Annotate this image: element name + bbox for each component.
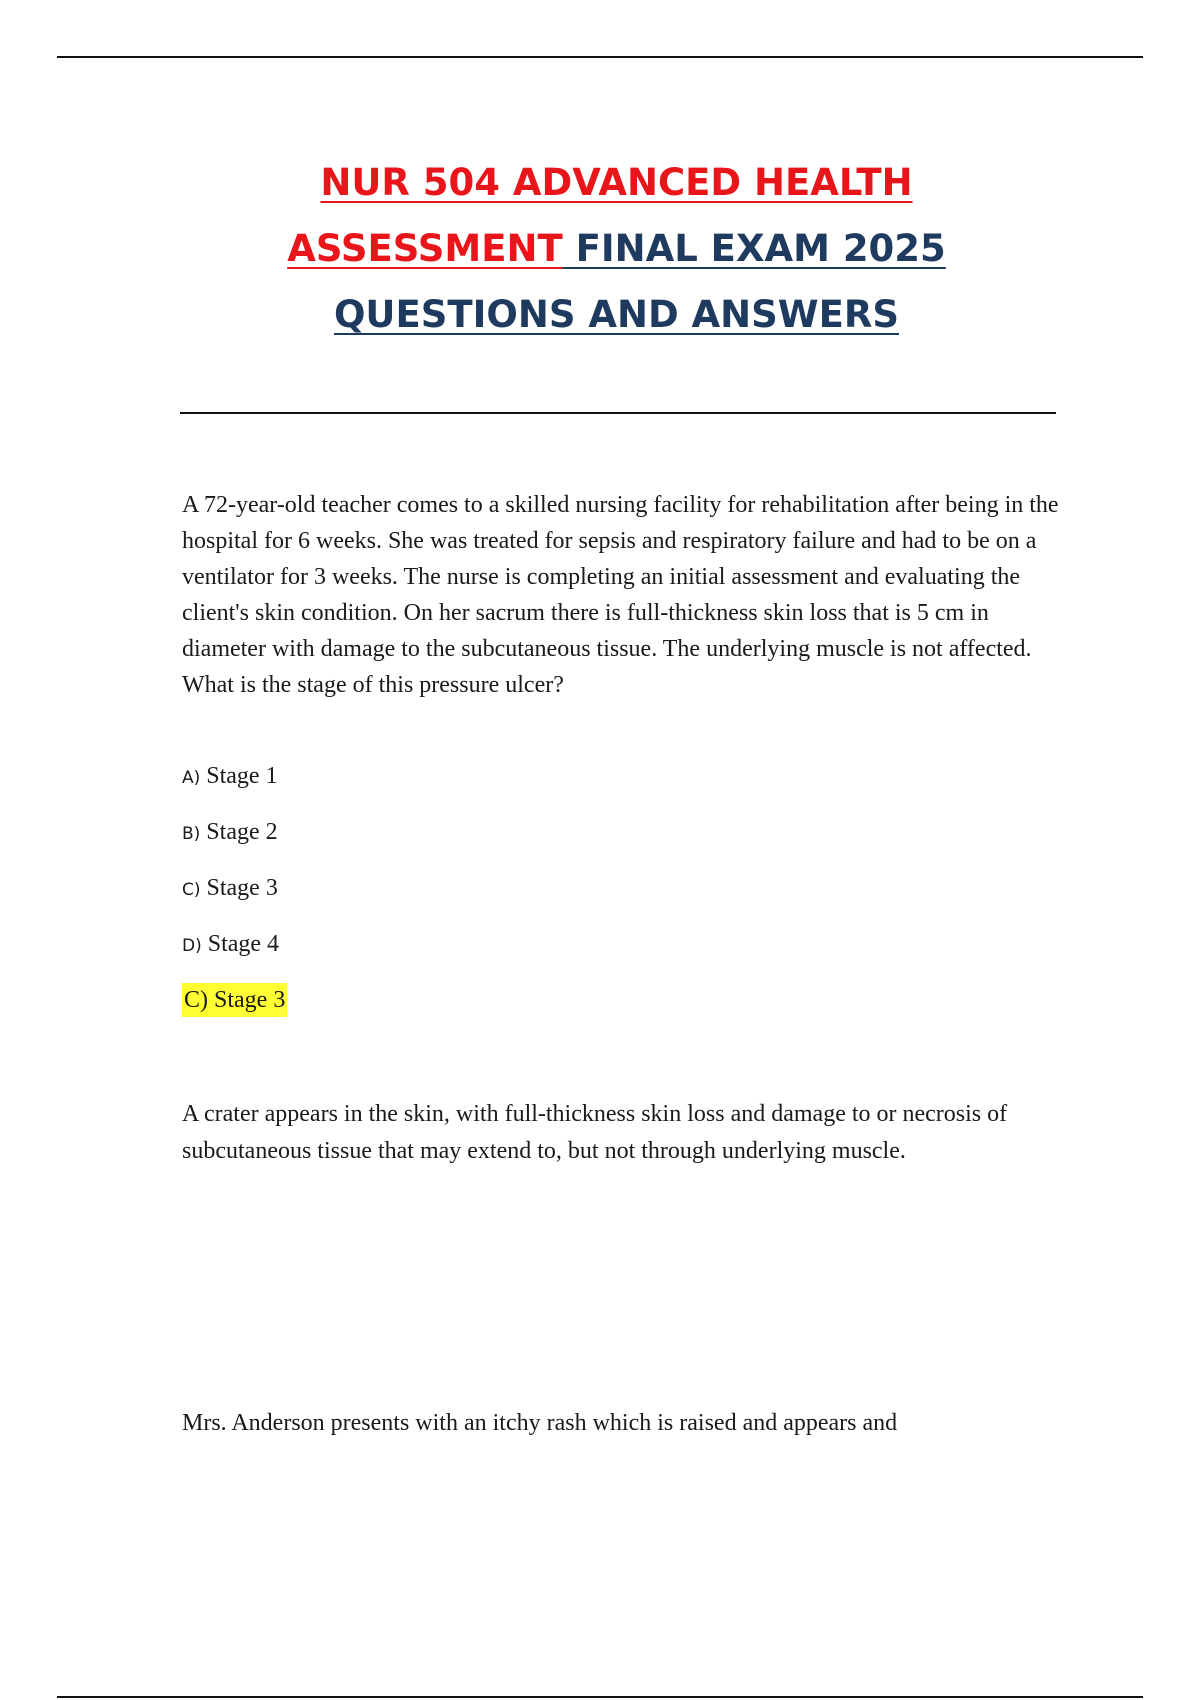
title-line-2-gap (563, 227, 576, 270)
option-b-text: Stage 2 (206, 819, 278, 845)
question-1-answer: C) Stage 3 (182, 983, 287, 1017)
document-title (150, 150, 1083, 348)
title-line-2 (150, 216, 1083, 282)
top-rule (57, 56, 1143, 58)
option-d-text: Stage 4 (207, 931, 280, 957)
option-d (182, 926, 682, 982)
question-1-rationale: A crater appears in the skin, with full-thickness skin loss and damage to or necrosis of subcutaneous tissue that may extend to, but not through underlying muscle. (182, 1101, 1008, 1164)
option-c (182, 870, 682, 926)
option-d-letter: D) (182, 936, 202, 956)
title-line-2-red-text: ASSESSMENT (287, 227, 563, 270)
option-a-letter: A) (182, 768, 201, 788)
bottom-rule (57, 1696, 1143, 1698)
section-divider (180, 412, 1056, 414)
option-c-text: Stage 3 (206, 875, 278, 901)
title-line-2-navy-text: FINAL EXAM 2025 (575, 227, 946, 270)
question-2-text: Mrs. Anderson presents with an itchy rash which is raised and appears and (182, 1410, 898, 1436)
option-c-letter: C) (182, 880, 201, 900)
option-a-text: Stage 1 (206, 763, 278, 789)
question-1-text: A 72-year-old teacher comes to a skilled nursing facility for rehabilitation after being in the hospital for 6 weeks. She was treated for sepsis and respiratory failure and had to be on a ventilator for 3 weeks. The nurse is completing an initial assessment and evaluating the client's skin condition. On her sacrum there is full-thickness skin loss that is 5 cm in diameter with damage to the subcutaneous tissue. The underlying muscle is not affected. What is the stage of this pressure ulcer? (182, 492, 1059, 698)
option-b-letter: B) (182, 824, 201, 844)
question-1-options (182, 758, 682, 982)
option-b (182, 814, 682, 870)
option-a (182, 758, 682, 814)
title-line-3 (150, 282, 1083, 348)
title-line-1-text: NUR 504 ADVANCED HEALTH (320, 161, 913, 204)
title-line-1 (150, 150, 1083, 216)
title-line-3-text: QUESTIONS AND ANSWERS (333, 293, 900, 336)
